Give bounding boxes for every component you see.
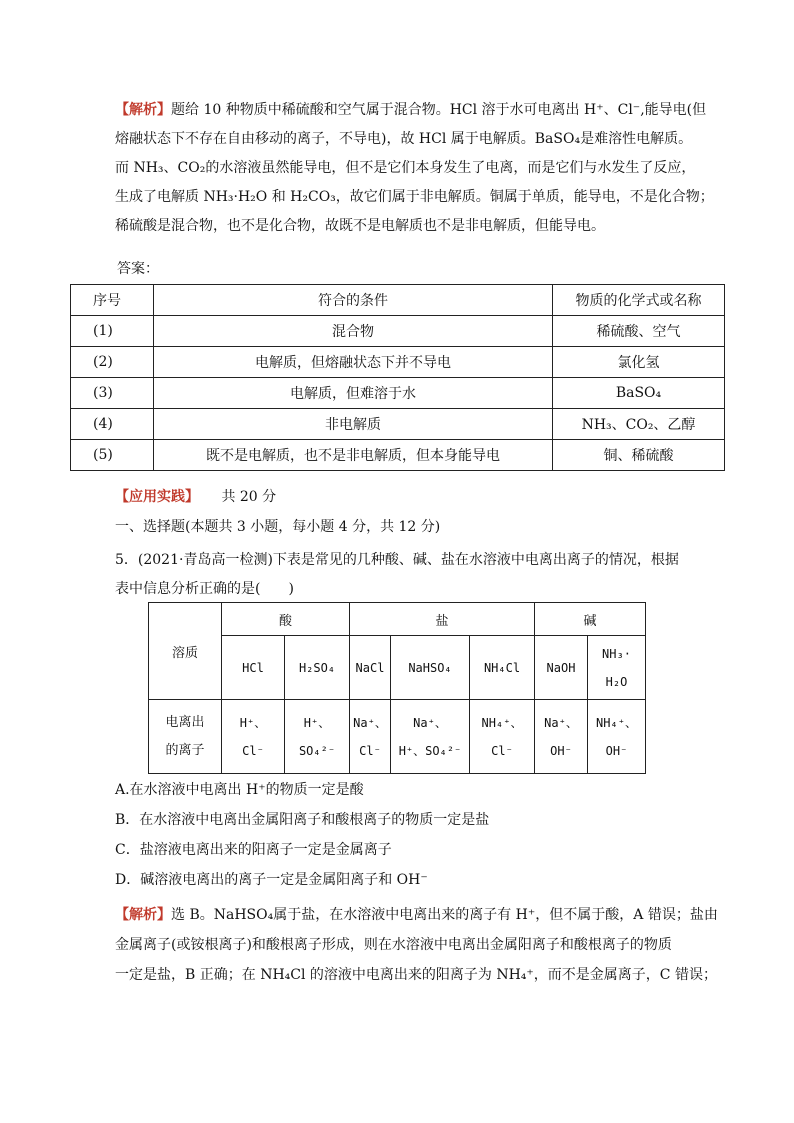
ions-row [149,700,646,774]
analysis-line-2: 熔融状态下不存在自由移动的离子，不导电)，故 HCl 属于电解质。BaSO₄是难溶性电解质。 [115,131,693,147]
ions-nh4cl [470,700,535,774]
header-condition: 符合的条件 [154,285,553,316]
analysis-paragraph-1 [115,96,714,241]
section-heading: 一、选择题(本题共 3 小题，每小题 4 分，共 12 分) [115,519,441,535]
ions-naoh-line-1: Na⁺、 [544,715,578,730]
solute-label: 溶质 [149,603,222,700]
question-5-line-2: 表中信息分析正确的是( ) [115,581,294,597]
group-acid: 酸 [222,603,350,636]
practice-score: 共 20 分 [221,489,277,505]
ions-nacl [350,700,391,774]
answer-table [70,284,725,471]
ions-nh4cl-line-2: Cl⁻ [491,743,513,758]
ions-nh4cl-line-1: NH₄⁺、 [481,715,523,730]
ions-nacl-line-2: Cl⁻ [359,743,381,758]
row-substance: 铜、稀硫酸 [553,440,725,471]
row-condition: 既不是电解质，也不是非电解质，但本身能导电 [154,440,553,471]
row-index: (3) [71,378,154,409]
options-list [115,775,489,895]
ions-nh3h2o-line-1: NH₄⁺、 [596,715,637,730]
analysis2-line-1: 选 B。NaHSO₄属于盐，在水溶液中电离出来的离子有 H⁺，但不属于酸，A 错误；盐由 [171,907,718,923]
ions-h2so4 [285,700,350,774]
answer-label: 答案： [117,261,159,277]
question-5 [115,546,705,604]
ions-hcl-line-2: Cl⁻ [242,743,264,758]
ions-nacl-line-1: Na⁺、 [353,715,387,730]
compound-naoh: NaOH [535,636,588,700]
table-row [71,316,725,347]
analysis2-line-2: 金属离子(或铵根离子)和酸根离子形成，则在水溶液中电离出金属阳离子和酸根离子的物质 [115,937,672,953]
practice-tag: 【应用实践】 [115,489,199,505]
ions-label-line-1: 电离出 [165,714,205,730]
table-row [71,347,725,378]
practice-heading [115,486,276,506]
ions-nahso4 [391,700,470,774]
option-c: C．盐溶液电离出来的阳离子一定是金属离子 [115,842,392,858]
analysis-line-4: 生成了电解质 NH₃·H₂O 和 H₂CO₃，故它们属于非电解质。铜属于单质，能导电，不是化合物； [115,189,714,205]
ions-naoh-line-2: OH⁻ [550,743,572,758]
compound-row [149,636,646,700]
ions-hcl [222,700,285,774]
row-substance: 氯化氢 [553,347,725,378]
row-substance: NH₃、CO₂、乙醇 [553,409,725,440]
row-index: (4) [71,409,154,440]
row-index: (5) [71,440,154,471]
ions-hcl-line-1: H⁺、 [239,715,267,730]
row-index: (1) [71,316,154,347]
option-b: B．在水溶液中电离出金属阳离子和酸根离子的物质一定是盐 [115,812,490,828]
row-condition: 电解质，但熔融状态下并不导电 [154,347,553,378]
ions-nahso4-line-1: Na⁺、 [413,715,447,730]
answer-table-header [71,285,725,316]
compound-nahso4: NaHSO₄ [391,636,470,700]
analysis-line-3: 而 NH₃、CO₂的水溶液虽然能导电，但不是它们本身发生了电离，而是它们与水发生了反应， [115,160,696,176]
row-substance: 稀硫酸、空气 [553,316,725,347]
analysis-paragraph-2 [115,900,718,990]
compound-nh3h2o-line-2: H₂O [605,674,628,689]
table-row [71,440,725,471]
analysis2-tag: 【解析】 [115,907,171,923]
compound-nh3h2o-line-1: NH₃· [602,646,631,661]
compound-nacl: NaCl [350,636,391,700]
analysis-line-5: 稀硫酸是混合物，也不是化合物，故既不是电解质也不是非电解质，但能导电。 [115,218,605,234]
analysis-line-1: 题给 10 种物质中稀硫酸和空气属于混合物。HCl 溶于水可电离出 H⁺、Cl⁻,能导电(但 [171,102,707,118]
row-condition: 电解质，但难溶于水 [154,378,553,409]
row-substance: BaSO₄ [553,378,725,409]
question-5-line-1: 5．(2021·青岛高一检测)下表是常见的几种酸、碱、盐在水溶液中电离出离子的情况，根据 [115,552,679,568]
table-row [71,378,725,409]
compound-hcl: HCl [222,636,285,700]
header-index: 序号 [71,285,154,316]
row-condition: 非电解质 [154,409,553,440]
compound-nh3h2o [588,636,646,700]
group-header-row [149,603,646,636]
ions-label-line-2: 的离子 [165,742,205,758]
ions-nahso4-line-2: H⁺、SO₄²⁻ [398,743,462,758]
ions-h2so4-line-1: H⁺、 [303,715,331,730]
compound-h2so4: H₂SO₄ [285,636,350,700]
header-substance: 物质的化学式或名称 [553,285,725,316]
compound-nh4cl: NH₄Cl [470,636,535,700]
ions-nh3h2o-line-2: OH⁻ [605,743,628,758]
group-base: 碱 [535,603,646,636]
option-a: A.在水溶液中电离出 H⁺的物质一定是酸 [115,782,364,798]
ions-nh3h2o [588,700,646,774]
table-row [71,409,725,440]
analysis-tag: 【解析】 [115,102,171,118]
row-condition: 混合物 [154,316,553,347]
ionization-table [148,602,646,774]
option-d: D．碱溶液电离出的离子一定是金属阳离子和 OH⁻ [115,872,428,888]
ions-label [149,700,222,774]
ions-naoh [535,700,588,774]
ions-h2so4-line-2: SO₄²⁻ [298,743,336,758]
row-index: (2) [71,347,154,378]
group-salt: 盐 [350,603,535,636]
analysis2-line-3: 一定是盐，B 正确；在 NH₄Cl 的溶液中电离出来的阳离子为 NH₄⁺，而不是金属离子，C 错误； [115,967,717,983]
